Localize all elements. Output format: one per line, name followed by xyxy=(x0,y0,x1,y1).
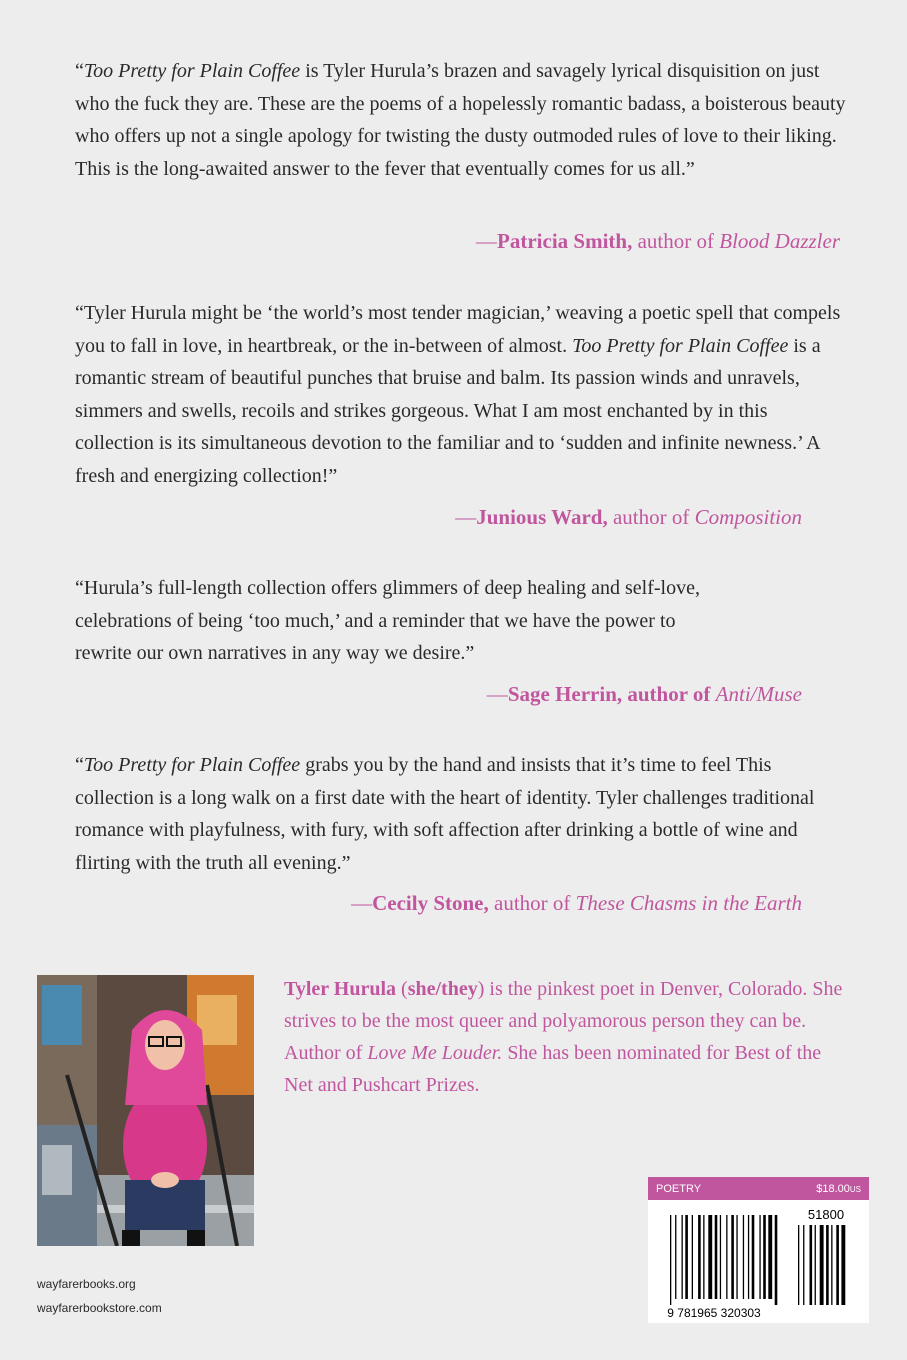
author-name: Tyler Hurula xyxy=(284,978,397,1000)
book-title: Too Pretty for Plain Coffee xyxy=(83,60,301,82)
attribution-book: These Chasms in the Earth xyxy=(575,891,802,915)
book-title: Too Pretty for Plain Coffee xyxy=(572,334,789,357)
publisher-urls xyxy=(37,1272,162,1320)
blurb-2: “Tyler Hurula might be ‘the world’s most tender magician,’ weaving a poetic spell that compels you to fall in love, in heartbreak, or the in-between of almost. Too Pretty for Plain Coffee is a romantic stream of beautiful punches that bruise and balm. Its passion winds and unravels, simmers and swells, recoils and strikes gorgeous. What I am most enchanted by in this collection is its simultaneous devotion to the familiar and to ‘sudden and infinite newness.’ A fresh and energizing collection!” xyxy=(75,302,841,487)
blurb-1 xyxy=(75,55,850,185)
category-label: POETRY xyxy=(656,1182,702,1195)
category-price-bar xyxy=(648,1177,869,1200)
blurb-text: is Tyler Hurula’s brazen and savagely lyrical disquisition on just who the fuck they are. These are the poems of a hopelessly romantic badass, a boisterous beauty who offers up not a single apology for twisting the dusty outmoded rules of love to their liking. This is the long-awaited answer to the fever that eventually comes for us all.” xyxy=(75,60,846,180)
barcode-isbn: 9 781965 320303 xyxy=(667,1306,761,1319)
bio-book: Love Me Louder. xyxy=(367,1042,503,1064)
book-title: Too Pretty for Plain Coffee xyxy=(83,754,301,776)
blurb-4: “Too Pretty for Plain Coffee grabs you by the hand and insists that it’s time to feel This collection is a long walk on a first date with the heart of identity. Tyler challenges traditional romance with playfulness, with fury, with soft affection after drinking a bottle of wine and flirting with the truth all evening.” xyxy=(75,754,815,874)
blurb-3: “Hurula’s full-length collection offers glimmers of deep healing and self-love, celebrations of being ‘too much,’ and a reminder that we have the power to rewrite our own narratives in any way we desire.” xyxy=(75,577,700,664)
barcode-addon: 51800 xyxy=(807,1207,845,1222)
price-label: $18.00US xyxy=(816,1182,861,1195)
author-bio: Tyler Hurula (she/they) is the pinkest poet in Denver, Colorado. She strives to be the most queer and polyamorous person they can be. Author of Love Me Louder. She has been nominated for Best of the Net and Pushcart Prizes. xyxy=(284,978,843,1096)
attribution-3: —Sage Herrin, author of Anti/Muse xyxy=(486,682,802,706)
url-bookstore[interactable]: wayfarerbookstore.com xyxy=(37,1301,162,1315)
attribution-4: —Cecily Stone, author of These Chasms in the Earth xyxy=(351,891,802,915)
open-quote: “ xyxy=(75,60,84,82)
attribution-name: Sage Herrin, author of xyxy=(507,682,716,706)
barcode-panel xyxy=(648,1177,869,1323)
attribution-book: Blood Dazzler xyxy=(719,229,840,253)
author-photo xyxy=(37,975,254,1246)
attribution-name: Junious Ward, xyxy=(476,505,608,529)
attribution-1: —Patricia Smith, author of Blood Dazzler xyxy=(476,229,840,253)
attribution-book: Composition xyxy=(694,505,802,529)
attribution-2: —Junious Ward, author of Composition xyxy=(455,505,802,529)
url-website[interactable]: wayfarerbooks.org xyxy=(37,1277,136,1291)
attribution-book: Anti/Muse xyxy=(715,682,802,706)
attribution-name: Cecily Stone, xyxy=(372,891,489,915)
barcode-icon xyxy=(656,1207,866,1319)
author-pronouns: she/they xyxy=(407,978,478,1000)
attribution-name: Patricia Smith, xyxy=(497,229,633,253)
